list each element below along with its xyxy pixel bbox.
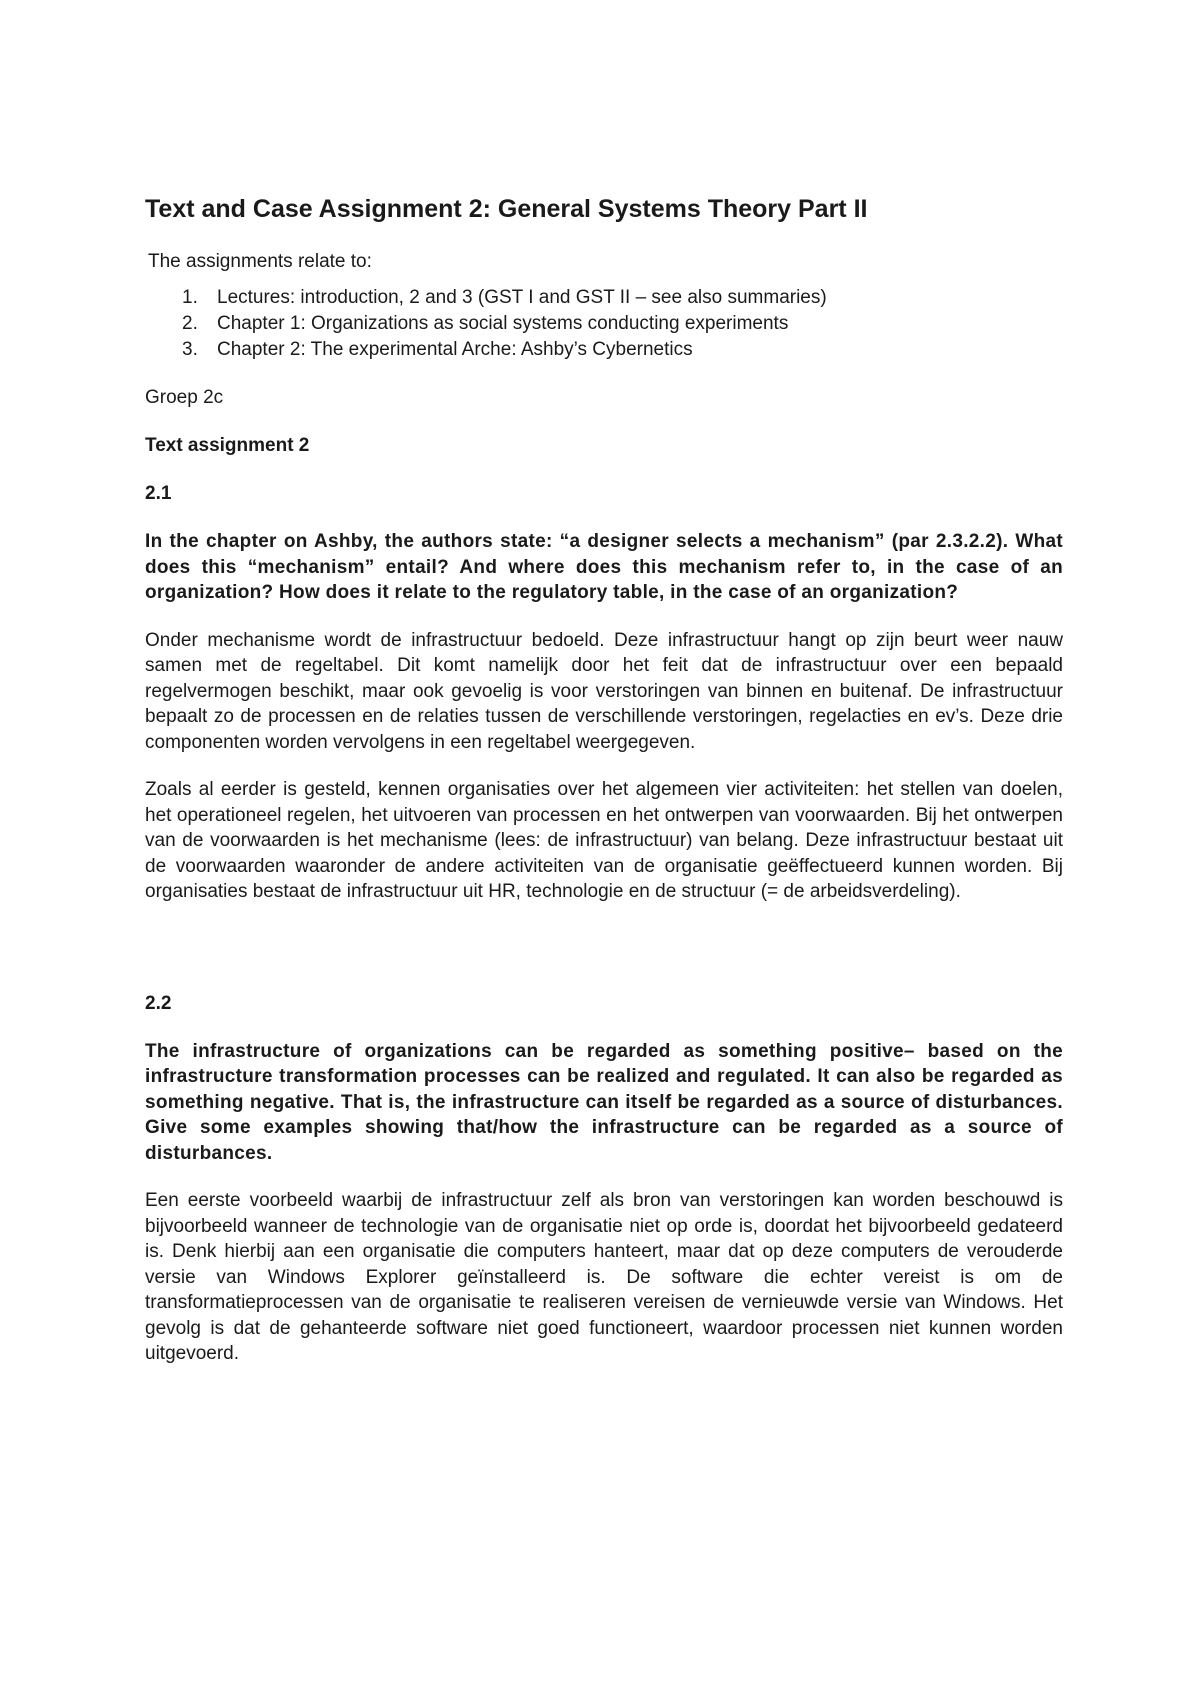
- list-item: [145, 285, 1063, 311]
- question-number-2-2: 2.2: [145, 992, 172, 1014]
- list-number: 2.: [182, 313, 198, 334]
- answer-2-1-paragraph-2: Zoals al eerder is gesteld, kennen organisaties over het algemeen vier activiteiten: het stellen van doelen, het operationeel regelen, het uitvoeren van processen en het ontwerpen van voorwaarden. Bij het ontwerpen van de voorwaarden is het mechanisme (lees: de infrastructuur) van belang. Deze infrastructuur bestaat uit de voorwaarden waaronder de andere activiteiten van de organisatie geëffectueerd kunnen worden. Bij organisaties bestaat de infrastructuur uit HR, technologie en de structuur (= de arbeidsverdeling).: [145, 779, 1063, 902]
- list-number: 1.: [182, 287, 198, 308]
- list-item: [145, 337, 1063, 363]
- section-heading: Text assignment 2: [145, 435, 310, 456]
- assignment-list: [145, 285, 1063, 363]
- question-2-2: The infrastructure of organizations can be regarded as something positive– based on the infrastructure transformation processes can be realized and regulated. It can also be regarded as something negative. That is, the infrastructure can itself be regarded as a source of disturbances. Give some examples showing that/how the infrastructure can be regarded as a source of disturbances.: [145, 1040, 1063, 1164]
- document-page: [145, 193, 1063, 1389]
- section-spacer: [145, 927, 1063, 991]
- list-item: [145, 311, 1063, 337]
- question-2-1: In the chapter on Ashby, the authors state: “a designer selects a mechanism” (par 2.3.2.2). What does this “mechanism” entail? And where does this mechanism refer to, in the case of an organization? How does it relate to the regulatory table, in the case of an organization?: [145, 531, 1063, 603]
- list-text: Lectures: introduction, 2 and 3 (GST I and GST II – see also summaries): [217, 287, 827, 308]
- list-number: 3.: [182, 339, 198, 360]
- intro-text: The assignments relate to:: [148, 251, 372, 272]
- group-label: Groep 2c: [145, 387, 224, 408]
- list-text: Chapter 2: The experimental Arche: Ashby’s Cybernetics: [217, 339, 693, 360]
- question-number-2-1: 2.1: [145, 483, 172, 504]
- list-text: Chapter 1: Organizations as social systems conducting experiments: [217, 313, 789, 334]
- answer-2-1-paragraph-1: Onder mechanisme wordt de infrastructuur bedoeld. Deze infrastructuur hangt op zijn beurt weer nauw samen met de regeltabel. Dit komt namelijk door het feit dat de infrastructuur over een bepaald regelvermogen beschikt, maar ook gevoelig is voor verstoringen van binnen en buitenaf. De infrastructuur bepaalt zo de processen en de relaties tussen de verschillende verstoringen, regelacties en ev’s. Deze drie componenten worden vervolgens in een regeltabel weergegeven.: [145, 629, 1063, 753]
- answer-2-2-paragraph-1: Een eerste voorbeeld waarbij de infrastructuur zelf als bron van verstoringen kan worden beschouwd is bijvoorbeeld wanneer de technologie van de organisatie niet op orde is, doordat het bijvoorbeeld gedateerd is. Denk hierbij aan een organisatie die computers hanteert, maar dat op deze computers de verouderde versie van Windows Explorer geïnstalleerd is. De software die echter vereist is om de transformatieprocessen van de organisatie te realiseren vereisen de vernieuwde versie van Windows. Het gevolg is dat de gehanteerde software niet goed functioneert, waardoor processen niet kunnen worden uitgevoerd.: [145, 1190, 1063, 1364]
- document-title: Text and Case Assignment 2: General Systems Theory Part II: [145, 195, 868, 223]
